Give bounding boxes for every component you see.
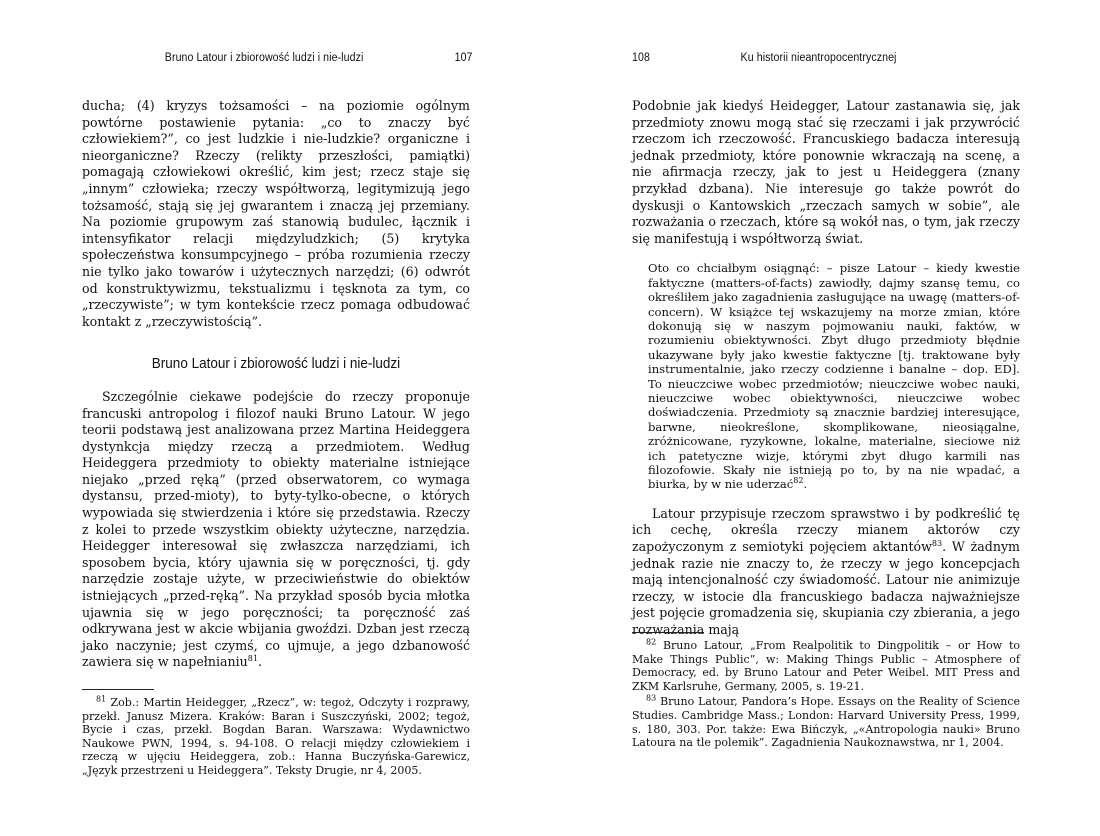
footnote [82, 696, 470, 778]
right-page [632, 0, 1020, 836]
block-quote: Oto co chciałbym osiągnąć: – pisze Latour – kiedy kwestie faktyczne (matters-of-facts) zawiodły, dajmy szansę temu, co określiłem jako zagadnienia zasługujące na uwagę (matters-of-concern). W książce tej wskazujemy na morze zmian, które dokonują się w naszym pojmowaniu nauki, faktów, w rozumieniu obiektywności. Zbyt długo przedmioty błędnie ukazywane były jako kwestie faktyczne [tj. traktowane były instrumentalnie, jako rzeczy codzienne i banalne – dop. ED]. To nieuczciwe wobec przedmiotów; nieuczciwe wobec nauki, nieuczciwe wobec obiektywności, nieuczciwe wobec doświadczenia. Przedmioty są znacznie bardziej interesujące, barwne, nieokreślone, skomplikowane, nieosiągalne, zróżnicowane, ryzykowne, lokalne, materialne, sieciowe niż ich patetyczne wizje, którymi zbyt długo karmili nas filozofowie. Skały nie istnieją po to, by na nie wpadać, a biurka, by w nie uderzać$^{82}$. [648, 261, 1020, 492]
paragraph-text: Szczególnie ciekawe podejście do rzeczy proponuje francuski antropolog i filozof nauki Bruno Latour. W jego teorii podstawą jest analizowana przez Martina Heideggera dystynkcja między rzeczą a przedmiotem. Według Heideggera przedmioty to obiekty materialne istniejące niejako „przed ręką” (przed obserwatorem, co wymaga dystansu, przed-mioty), to byty-tylko-obecne, o których wypowiada się stwierdzenia i które się przedstawia. Rzeczy z kolei to przede wszystkim obiekty użyteczne, narzędzia. Heidegger interesował się zwłaszcza narzędziami, ich sposobem bycia, który ujawnia się w poręczności, tj. gdy narzędzie zostaje użyte, w przeciwieństwie do obiektów istniejących „przed-ręką”. Na przykład sposób bycia młotka ujawnia się w jego poręczności; ta poręczność zaś odkrywana jest w akcie wbijania gwoździ. Dzban jest rzeczą jako naczynie; jest czymś, co ujmuje, a jego dzbanowość zawiera się w napełnianiu [82, 388, 470, 670]
footnote-reference[interactable]: 83 [931, 538, 943, 548]
footnote-reference[interactable]: 82 [793, 476, 804, 486]
page-number: 107 [454, 52, 473, 64]
paragraph-text-continued: . W żadnym jednak razie nie znaczy to, że rzeczy w jego koncepcjach mają intencjonalność czy świadomość. Latour nie animizuje rzeczy, w istocie dla francuskiego badacza najważniejsze jest pojęcie gromadzenia się, skupiania czy zbierania, a jego rozważania mają [632, 539, 1020, 637]
paragraph [632, 506, 1020, 639]
footnote-marker: 81 [96, 694, 107, 704]
main-text [82, 98, 470, 780]
footnote [632, 695, 1020, 749]
main-text [632, 98, 1020, 639]
running-head [632, 52, 1018, 70]
paragraph-text: Latour przypisuje rzeczom sprawstwo i by podkreślić tę ich cechę, określa rzeczy mianem aktorów czy zapożyczonym z semiotyki pojęciem aktantów [632, 505, 1020, 555]
footnote-divider [632, 632, 704, 633]
footnotes [632, 639, 1020, 750]
footnote [632, 639, 1020, 693]
footnotes-block [632, 632, 1020, 752]
left-page [82, 0, 473, 836]
paragraph: Podobnie jak kiedyś Heidegger, Latour zastanawia się, jak przedmioty znowu mogą stać się rzeczami i jak przywrócić rzeczom ich rzeczowość. Francuskiego badacza interesują jednak przedmioty, które ponownie wkraczają na scenę, a nie afirmacja rzeczy, jak to jest u Heideggera (znany przykład dzbana). Nie interesuje go także powrót do dyskusji o Kantowskich „rzeczach samych w sobie”, ale rozważania o rzeczach, które są wokół nas, o tym, jak rzeczy się manifestują i współtworzą świat. [632, 98, 1020, 246]
page-number: 108 [632, 52, 650, 64]
footnote-text: Bruno Latour, Pandora’s Hope. Essays on the Reality of Science Studies. Cambridge Mass.; London: Harvard University Press, 1999, s. 180, 303. Por. także: Ewa Bińczyk, „«Antropologia nauki» Bruno Latoura na tle polemik”. Zagadnienia Naukoznawstwa, nr 1, 2004. [632, 695, 1020, 750]
footnote-marker: 83 [646, 693, 657, 703]
section-heading: Bruno Latour i zbiorowość ludzi i nie-ludzi [151, 355, 401, 373]
running-title: Ku historii nieantropocentrycznej [740, 52, 897, 64]
footnote-reference[interactable]: 81 [247, 654, 258, 664]
paragraph: ducha; (4) kryzys tożsamości – na poziomie ogólnym powtórne postawienie pytania: „co to znaczy być człowiekiem?”, co jest ludzkie i nie-ludzkie? organiczne i nieorganiczne? Rzeczy (relikty przeszłości, pamiątki) pomagają człowiekowi określić, kim jest; rzecz staje się „innym” człowieka; rzeczy współtworzą, legitymizują jego tożsamość, stają się jej gwarantem i znaczą jej przemiany. Na poziomie grupowym zaś stanowią budulec, łącznik i intensyfikator relacji międzyludzkich; (5) krytyka społeczeństwa konsumpcyjnego – próba rozumienia rzeczy nie tylko jako towarów i użytecznych narzędzi; (6) odwrót od konstruktywizmu, tekstualizmu i tęsknota za tym, co „rzeczywiste”; w tym kontekście rzecz pomaga odbudować kontakt z „rzeczywistością”. [82, 98, 470, 329]
quote-text: Oto co chciałbym osiągnąć: – pisze Latour – kiedy kwestie faktyczne (matters-of-facts) zawiodły, dajmy szansę temu, co określiłem jako zagadnienia zasługujące na uwagę (matters-of-concern). W książce tej wskazujemy na morze zmian, które dokonują się w naszym pojmowaniu nauki, faktów, w rozumieniu obiektywności. Zbyt długo przedmioty błędnie ukazywane były jako kwestie faktyczne [tj. traktowane były instrumentalnie, jako rzeczy codzienne i banalne – dop. ED]. To nieuczciwe wobec przedmiotów; nieuczciwe wobec nauki, nieuczciwe wobec obiektywności, nieuczciwe wobec doświadczenia. Przedmioty są znacznie bardziej interesujące, barwne, nieokreślone, skomplikowane, nieosiągalne, zróżnicowane, ryzykowne, lokalne, materialne, sieciowe niż ich patetyczne wizje, którymi zbyt długo karmili nas filozofowie. Skały nie istnieją po to, by na nie wpadać, a biurka, by w nie uderzać [648, 261, 1020, 492]
footnotes [82, 696, 470, 778]
running-head [82, 52, 473, 70]
paragraph: Szczególnie ciekawe podejście do rzeczy proponuje francuski antropolog i filozof nauki Bruno Latour. W jego teorii podstawą jest analizowana przez Martina Heideggera dystynkcja między rzeczą a przedmiotem. Według Heideggera przedmioty to obiekty materialne istniejące niejako „przed ręką” (przed obserwatorem, co wymaga dystansu, przed-mioty), to byty-tylko-obecne, o których wypowiada się stwierdzenia i które się przedstawia. Rzeczy z kolei to przede wszystkim obiekty użyteczne, narzędzia. Heidegger interesował się zwłaszcza narzędziami, ich sposobem bycia, który ujawnia się w poręczności, tj. gdy narzędzie zostaje użyte, w przeciwieństwie do obiektów istniejących „przed-ręką”. Na przykład sposób bycia młotka ujawnia się w jego poręczności; ta poręczność zaś odkrywana jest w akcie wbijania gwoździ. Dzban jest rzeczą jako naczynie; jest czymś, co ujmuje, a jego dzbanowość zawiera się w napełnianiu$^{81}$. [82, 388, 470, 670]
footnote-text: Zob.: Martin Heidegger, „Rzecz”, w: tegoż, Odczyty i rozprawy, przekł. Janusz Mizera. Kraków: Baran i Suszczyński, 2002; tegoż, Bycie i czas, przekł. Bogdan Baran. Warszawa: Wydawnictwo Naukowe PWN, 1994, s. 94-108. O relacji między człowiekiem i rzeczą w ujęciu Heideggera, zob.: Hanna Buczyńska-Garewicz, „Język przestrzeni u Heideggera”. Teksty Drugie, nr 4, 2005. [82, 696, 470, 777]
footnote-text: Bruno Latour, „From Realpolitik to Dingpolitik – or How to Make Things Public”, w: Making Things Public – Atmosphere of Democracy, ed. by Bruno Latour and Peter Weibel. MIT Press and ZKM Karlsruhe, Germany, 2005, s. 19-21. [632, 639, 1020, 693]
running-title: Bruno Latour i zbiorowość ludzi i nie-ludzi [164, 52, 364, 64]
footnote-divider [82, 689, 154, 690]
footnote-marker: 82 [646, 637, 657, 647]
